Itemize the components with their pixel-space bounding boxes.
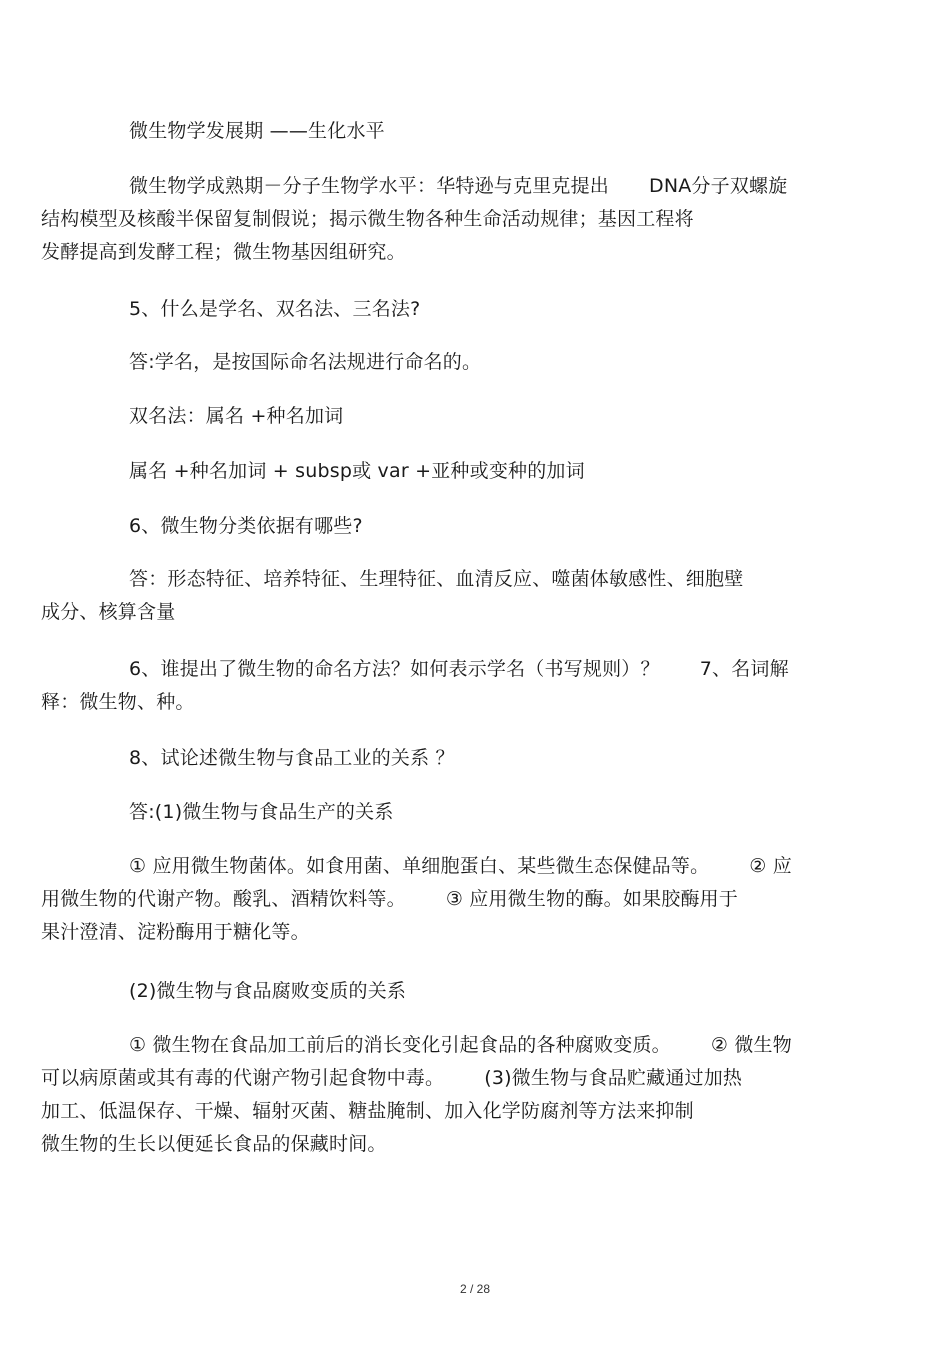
text-answer-8-heading: 答:(1)微生物与食品生产的关系 <box>129 801 394 823</box>
trinomial-nomenclature <box>85 455 865 488</box>
text-question-7-cont: 释：微生物、种。 <box>41 691 195 713</box>
paragraph-maturity-period <box>41 170 865 269</box>
text-spoilage-2: ② 微生物 <box>710 1034 792 1056</box>
text-spoilage-1: ① 微生物在食品加工前后的消长变化引起食品的各种腐败变质。 <box>129 1034 671 1056</box>
text-maturity-2: DNA分子双螺旋 <box>649 175 788 197</box>
answer-8-production <box>85 796 865 829</box>
paragraph-development-period <box>85 115 865 148</box>
text-spoilage-heading: (2)微生物与食品腐败变质的关系 <box>129 980 407 1002</box>
answer-8-spoilage-detail <box>41 1029 865 1161</box>
text-storage-1: (3)微生物与食品贮藏通过加热 <box>484 1067 743 1089</box>
text-question-7: 7、名词解 <box>699 658 789 680</box>
text-answer-5: 答:学名，是按国际命名法规进行命名的。 <box>129 351 482 373</box>
binomial-nomenclature <box>85 400 865 433</box>
answer-6-classification <box>41 563 865 629</box>
text-question-6b: 6、谁提出了微生物的命名方法？如何表示学名（书写规则）？ <box>129 658 660 680</box>
text-maturity-3: 结构模型及核酸半保留复制假说；揭示微生物各种生命活动规律；基因工程将 <box>41 208 694 230</box>
text-maturity-1: 微生物学成熟期－分子生物学水平：华特逊与克里克提出 <box>129 175 610 197</box>
text-question-5: 5、什么是学名、双名法、三名法? <box>129 298 421 320</box>
text-maturity-4: 发酵提高到发酵工程；微生物基因组研究。 <box>41 241 406 263</box>
answer-8-spoilage-heading <box>85 975 865 1008</box>
question-8 <box>85 742 865 775</box>
text-binomial: 双名法：属名 +种名加词 <box>129 405 344 427</box>
text-storage-3: 微生物的生长以便延长食品的保藏时间。 <box>41 1133 387 1155</box>
text-question-8: 8、试论述微生物与食品工业的关系 ？ <box>129 747 455 769</box>
text-answer-6-line2: 成分、核算含量 <box>41 601 176 623</box>
text-development-period: 微生物学发展期 ——生化水平 <box>129 120 385 142</box>
page-number: 2 / 28 <box>459 1282 491 1296</box>
text-question-6: 6、微生物分类依据有哪些? <box>129 515 363 537</box>
question-6-7-naming <box>41 653 865 719</box>
text-production-2: ② 应 <box>749 855 792 877</box>
text-production-3: 用微生物的代谢产物。酸乳、酒精饮料等。 <box>41 888 406 910</box>
text-production-5: 果汁澄清、淀粉酶用于糖化等。 <box>41 921 310 943</box>
answer-8-production-detail <box>41 850 865 949</box>
text-answer-6-line1: 答：形态特征、培养特征、生理特征、血清反应、噬菌体敏感性、细胞壁 <box>129 568 744 590</box>
text-production-1: ① 应用微生物菌体。如食用菌、单细胞蛋白、某些微生态保健品等。 <box>129 855 710 877</box>
text-spoilage-3: 可以病原菌或其有毒的代谢产物引起食物中毒。 <box>41 1067 445 1089</box>
text-trinomial: 属名 +种名加词 + subsp或 var +亚种或变种的加词 <box>129 460 585 482</box>
question-5 <box>85 293 865 326</box>
answer-5-scientific-name <box>85 346 865 379</box>
question-6-classification <box>85 510 865 543</box>
text-production-4: ③ 应用微生物的酶。如果胶酶用于 <box>445 888 739 910</box>
text-storage-2: 加工、低温保存、干燥、辐射灭菌、糖盐腌制、加入化学防腐剂等方法来抑制 <box>41 1100 694 1122</box>
